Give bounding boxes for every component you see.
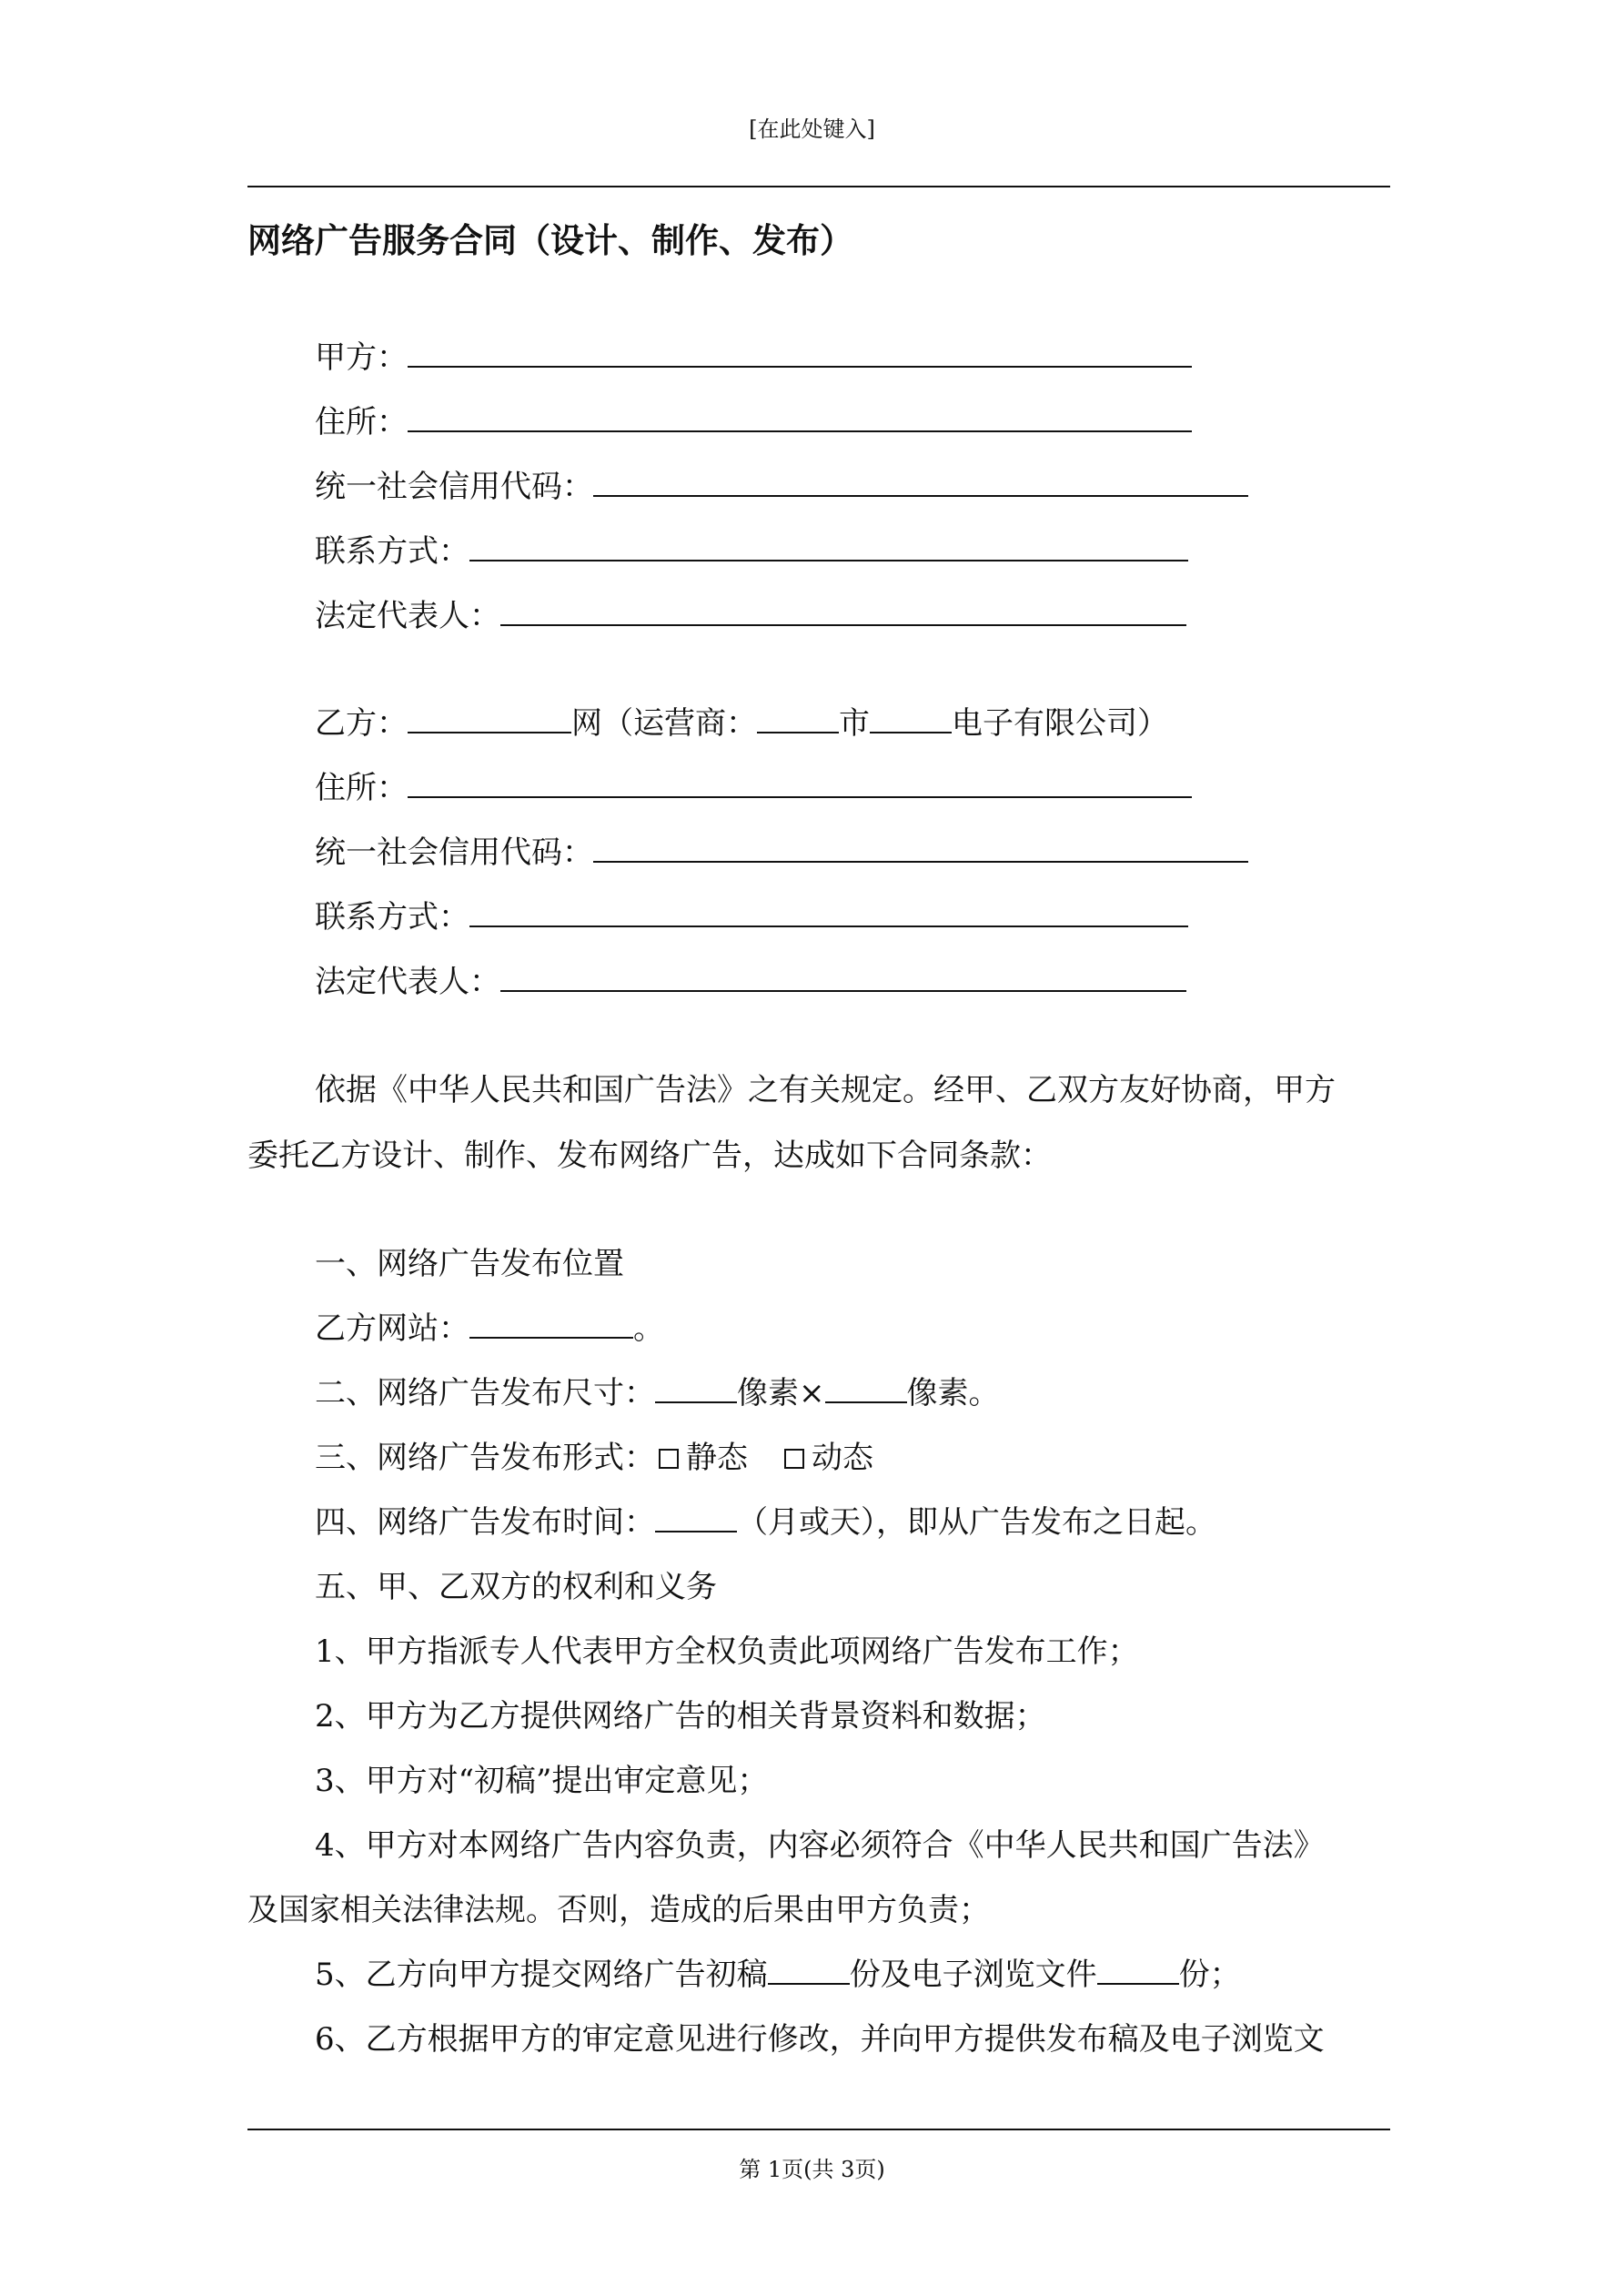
- party-b-contact-label: 联系方式：: [315, 899, 469, 936]
- clause-5-item-6-line-1: 6、乙方根据甲方的审定意见进行修改，并向甲方提供发布稿及电子浏览文: [315, 2021, 1325, 2058]
- party-b-city-field[interactable]: [757, 704, 839, 733]
- party-a-address-row: [315, 401, 1192, 443]
- clause-4-row: [315, 1502, 1216, 1543]
- clause-1-site-end: 。: [633, 1310, 664, 1347]
- party-b-legal-rep-label: 法定代表人：: [315, 964, 500, 1000]
- page-header: [在此处键入]: [749, 116, 875, 142]
- preamble-line-2: 委托乙方设计、制作、发布网络广告，达成如下合同条款：: [247, 1138, 1052, 1174]
- clause-3-row: [315, 1437, 873, 1479]
- clause-5-item-4-line-2: 及国家相关法律法规。否则，造成的后果由甲方负责；: [247, 1892, 990, 1928]
- document-title: 网络广告服务合同（设计、制作、发布）: [247, 220, 853, 260]
- clause-5-item-4-line-1: 4、甲方对本网络广告内容负责，内容必须符合《中华人民共和国广告法》: [315, 1827, 1325, 1864]
- party-a-legal-rep-row: [315, 595, 1186, 637]
- clause-2-pixel-1: 像素×: [737, 1375, 825, 1411]
- party-b-credit-code-field[interactable]: [593, 834, 1248, 863]
- party-a-credit-code-row: [315, 466, 1248, 508]
- party-b-contact-field[interactable]: [469, 898, 1188, 927]
- party-b-name-row: [315, 703, 1168, 744]
- clause-1-site-label: 乙方网站：: [315, 1310, 469, 1347]
- electronic-copies-field[interactable]: [1097, 1956, 1179, 1985]
- party-b-legal-rep-field[interactable]: [500, 963, 1186, 992]
- clause-4-duration-field[interactable]: [655, 1503, 737, 1532]
- party-b-company-field[interactable]: [870, 704, 952, 733]
- clause-3-label: 三、网络广告发布形式：: [315, 1440, 655, 1476]
- party-a-name-row: [315, 337, 1192, 379]
- clause-5-item-5-text-c: 份；: [1178, 1957, 1241, 1993]
- party-b-name-label: 乙方：: [315, 705, 408, 742]
- clause-1-site-row: [315, 1308, 664, 1350]
- clause-5-title: 五、甲、乙双方的权利和义务: [315, 1569, 717, 1605]
- clause-5-item-1: 1、甲方指派专人代表甲方全权负责此项网络广告发布工作；: [315, 1633, 1139, 1670]
- party-a-contact-row: [315, 531, 1188, 572]
- party-b-city-label: 市: [839, 705, 870, 742]
- party-a-legal-rep-field[interactable]: [500, 597, 1186, 626]
- party-a-contact-label: 联系方式：: [315, 533, 469, 570]
- dynamic-option-label: 动态: [812, 1440, 873, 1476]
- party-a-name-field[interactable]: [408, 339, 1192, 368]
- party-a-legal-rep-label: 法定代表人：: [315, 598, 500, 634]
- party-b-company-label: 电子有限公司）: [952, 705, 1168, 742]
- clause-4-label: 四、网络广告发布时间：: [315, 1504, 655, 1541]
- clause-4-end: （月或天），即从广告发布之日起。: [737, 1504, 1216, 1541]
- preamble-line-1: 依据《中华人民共和国广告法》之有关规定。经甲、乙双方友好协商，甲方: [315, 1072, 1336, 1108]
- draft-copies-field[interactable]: [768, 1956, 850, 1985]
- clause-5-item-3: 3、甲方对“初稿”提出审定意见；: [315, 1763, 769, 1799]
- clause-5-item-5-text-a: 5、乙方向甲方提交网络广告初稿: [315, 1957, 768, 1993]
- party-b-legal-rep-row: [315, 961, 1186, 1003]
- party-b-contact-row: [315, 896, 1188, 938]
- clause-5-item-5-text-b: 份及电子浏览文件: [849, 1957, 1097, 1993]
- party-a-credit-code-field[interactable]: [593, 468, 1248, 497]
- clause-2-pixel-2: 像素。: [906, 1375, 1000, 1411]
- party-a-contact-field[interactable]: [469, 532, 1188, 561]
- static-option-label: 静态: [686, 1440, 748, 1476]
- footer-rule: [247, 2129, 1390, 2130]
- party-b-address-field[interactable]: [408, 769, 1192, 798]
- clause-1-site-field[interactable]: [469, 1310, 633, 1339]
- party-a-address-field[interactable]: [408, 403, 1192, 432]
- party-b-credit-code-label: 统一社会信用代码：: [315, 834, 593, 871]
- page-number: 第 1页(共 3页): [739, 2157, 885, 2182]
- party-a-address-label: 住所：: [315, 404, 408, 440]
- party-a-name-label: 甲方：: [315, 339, 408, 376]
- clause-5-item-2: 2、甲方为乙方提供网络广告的相关背景资料和数据；: [315, 1698, 1046, 1735]
- clause-5-item-5-row: [315, 1954, 1241, 1996]
- static-checkbox[interactable]: [659, 1449, 679, 1469]
- header-rule: [247, 186, 1390, 187]
- clause-2-row: [315, 1372, 1000, 1414]
- clause-2-width-field[interactable]: [655, 1374, 737, 1403]
- clause-1-title: 一、网络广告发布位置: [315, 1246, 624, 1282]
- party-b-site-field[interactable]: [408, 704, 571, 733]
- party-b-credit-code-row: [315, 832, 1248, 874]
- clause-2-height-field[interactable]: [825, 1374, 907, 1403]
- party-b-address-label: 住所：: [315, 770, 408, 806]
- party-a-credit-code-label: 统一社会信用代码：: [315, 469, 593, 505]
- party-b-address-row: [315, 767, 1192, 809]
- dynamic-checkbox[interactable]: [784, 1449, 804, 1469]
- party-b-operator-label: 网（运营商：: [571, 705, 757, 742]
- clause-2-label: 二、网络广告发布尺寸：: [315, 1375, 655, 1411]
